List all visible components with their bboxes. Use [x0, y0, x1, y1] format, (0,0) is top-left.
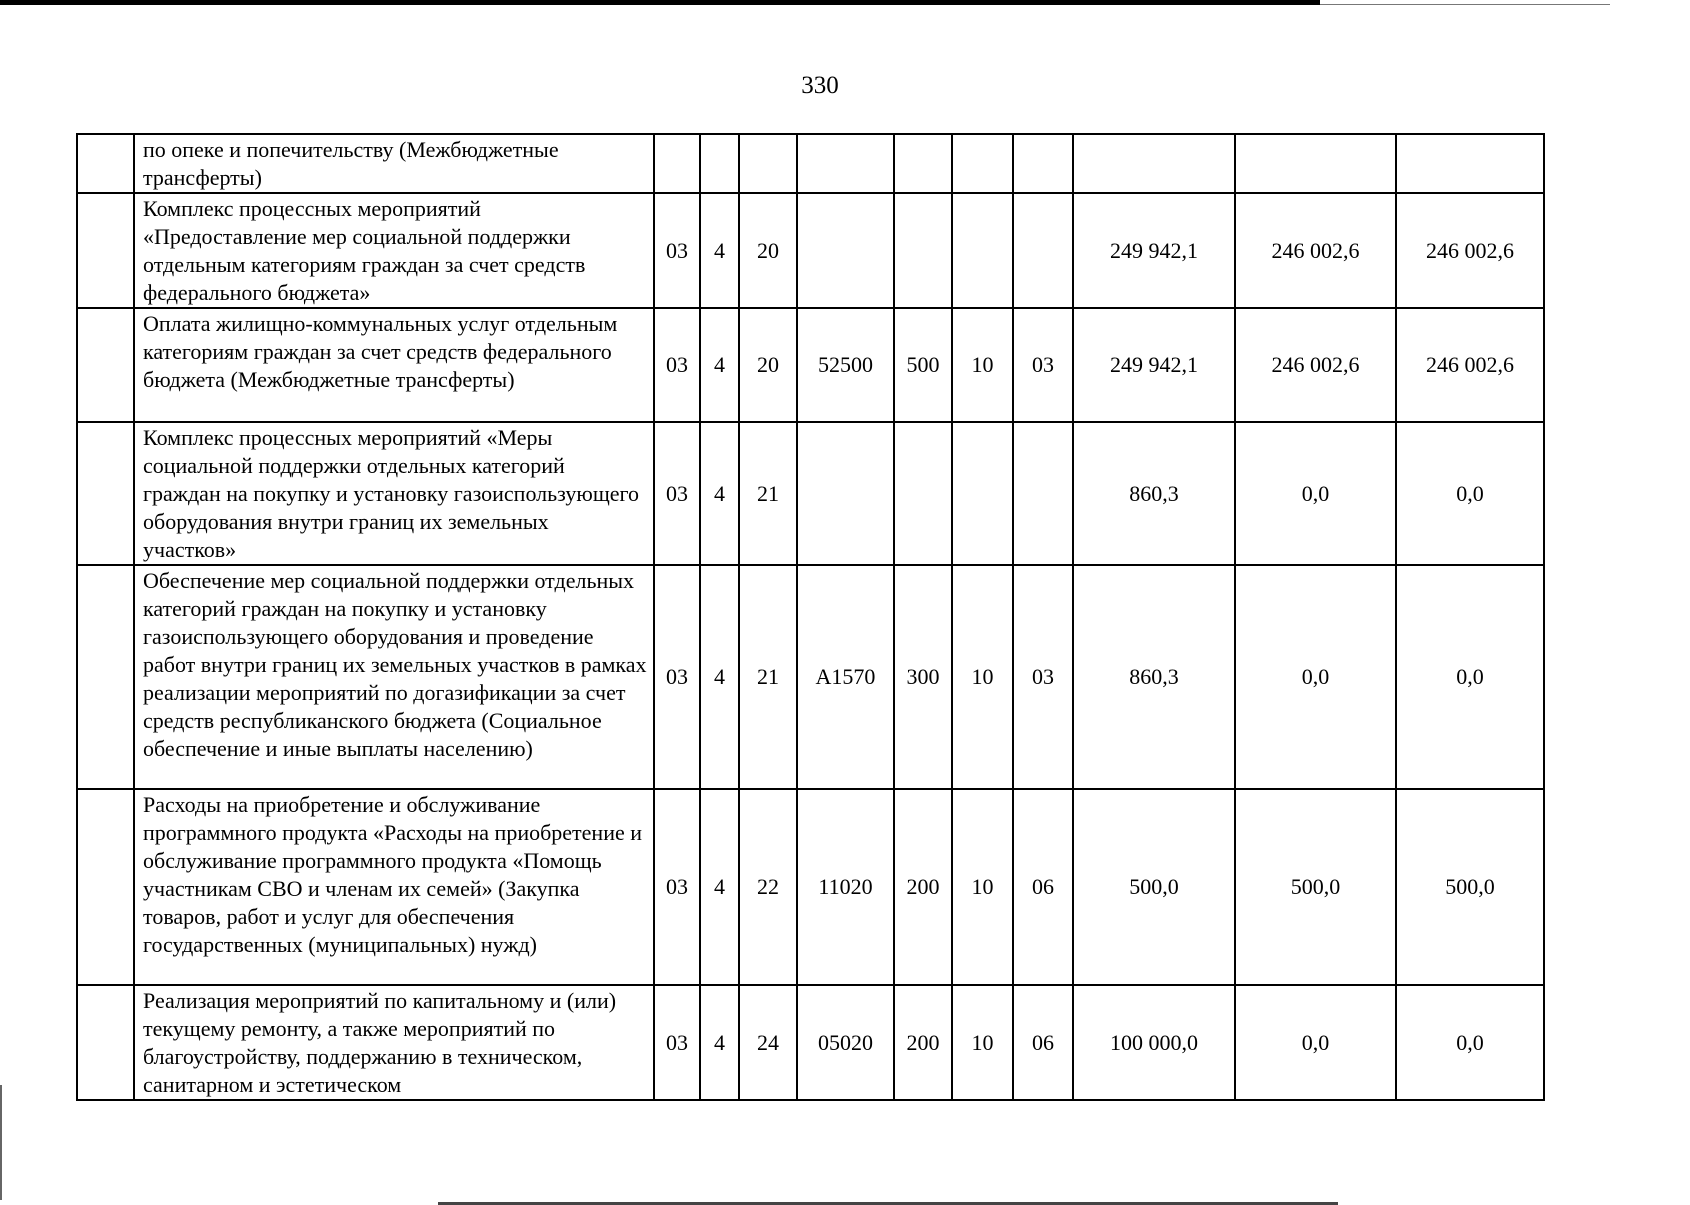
code-cell: 24	[739, 985, 797, 1100]
code-cell: 22	[739, 789, 797, 985]
code-cell: 03	[654, 565, 700, 789]
amount-cell: 500,0	[1073, 789, 1235, 985]
code-cell	[952, 193, 1013, 308]
code-cell: 4	[700, 422, 739, 565]
code-cell	[654, 134, 700, 193]
code-cell: 4	[700, 565, 739, 789]
amount-cell: 0,0	[1396, 422, 1544, 565]
code-cell: 20	[739, 193, 797, 308]
description-cell: Реализация мероприятий по капитальному и (или) текущему ремонту, а также мероприятий по благоустройству, поддержанию в техническом, санитарном и эстетическом	[134, 985, 654, 1100]
amount-cell: 249 942,1	[1073, 308, 1235, 422]
code-cell	[1013, 134, 1073, 193]
code-cell	[1013, 422, 1073, 565]
code-cell: 03	[1013, 308, 1073, 422]
amount-cell: 860,3	[1073, 422, 1235, 565]
amount-cell	[1396, 134, 1544, 193]
table-row	[77, 789, 1544, 985]
amount-cell	[1073, 134, 1235, 193]
amount-cell: 0,0	[1235, 565, 1396, 789]
code-cell: 4	[700, 308, 739, 422]
amount-cell: 249 942,1	[1073, 193, 1235, 308]
code-cell: 03	[654, 985, 700, 1100]
amount-cell: 246 002,6	[1235, 308, 1396, 422]
code-cell: 10	[952, 308, 1013, 422]
code-cell	[797, 422, 894, 565]
code-cell: 06	[1013, 985, 1073, 1100]
code-cell	[894, 422, 952, 565]
row-number-cell	[77, 193, 134, 308]
amount-cell: 500,0	[1396, 789, 1544, 985]
table-row	[77, 134, 1544, 193]
code-cell: 200	[894, 789, 952, 985]
amount-cell: 246 002,6	[1396, 308, 1544, 422]
code-cell: 10	[952, 789, 1013, 985]
code-cell: 21	[739, 565, 797, 789]
code-cell: 4	[700, 193, 739, 308]
amount-cell: 0,0	[1396, 565, 1544, 789]
code-cell	[797, 193, 894, 308]
description-cell: Оплата жилищно-коммунальных услуг отдельным категориям граждан за счет средств федерального бюджета (Межбюджетные трансферты)	[134, 308, 654, 422]
table-row	[77, 193, 1544, 308]
row-number-cell	[77, 308, 134, 422]
description-cell: по опеке и попечительству (Межбюджетные трансферты)	[134, 134, 654, 193]
amount-cell: 246 002,6	[1235, 193, 1396, 308]
row-number-cell	[77, 565, 134, 789]
code-cell: 03	[1013, 565, 1073, 789]
code-cell: 10	[952, 985, 1013, 1100]
amount-cell: 100 000,0	[1073, 985, 1235, 1100]
description-cell: Комплекс процессных мероприятий «Предоставление мер социальной поддержки отдельным категориям граждан за счет средств федерального бюджета»	[134, 193, 654, 308]
row-number-cell	[77, 134, 134, 193]
row-number-cell	[77, 985, 134, 1100]
row-number-cell	[77, 422, 134, 565]
code-cell: A1570	[797, 565, 894, 789]
scan-edge-left	[0, 1085, 2, 1200]
code-cell: 03	[654, 193, 700, 308]
amount-cell: 860,3	[1073, 565, 1235, 789]
amount-cell: 0,0	[1235, 422, 1396, 565]
code-cell	[894, 134, 952, 193]
code-cell	[1013, 193, 1073, 308]
table-row	[77, 985, 1544, 1100]
code-cell: 4	[700, 789, 739, 985]
budget-table	[76, 133, 1545, 1101]
code-cell: 05020	[797, 985, 894, 1100]
description-cell: Обеспечение мер социальной поддержки отдельных категорий граждан на покупку и установку газоиспользующего оборудования и проведение работ внутри границ их земельных участков в рамках реализации мероприятий по догазификации за счет средств республиканского бюджета (Социальное обеспечение и иные выплаты населению)	[134, 565, 654, 789]
code-cell: 06	[1013, 789, 1073, 985]
code-cell: 03	[654, 308, 700, 422]
code-cell: 4	[700, 985, 739, 1100]
code-cell	[739, 134, 797, 193]
description-cell: Расходы на приобретение и обслуживание программного продукта «Расходы на приобретение и обслуживание программного продукта «Помощь участникам СВО и членам их семей» (Закупка товаров, работ и услуг для обеспечения государственных (муниципальных) нужд)	[134, 789, 654, 985]
code-cell: 500	[894, 308, 952, 422]
code-cell: 52500	[797, 308, 894, 422]
code-cell: 200	[894, 985, 952, 1100]
code-cell	[952, 134, 1013, 193]
code-cell	[797, 134, 894, 193]
code-cell: 21	[739, 422, 797, 565]
scan-edge-top	[0, 0, 1320, 5]
code-cell: 03	[654, 789, 700, 985]
amount-cell: 246 002,6	[1396, 193, 1544, 308]
code-cell	[700, 134, 739, 193]
code-cell: 20	[739, 308, 797, 422]
code-cell: 10	[952, 565, 1013, 789]
code-cell	[894, 193, 952, 308]
row-number-cell	[77, 789, 134, 985]
page-number: 330	[801, 72, 839, 99]
amount-cell: 0,0	[1235, 985, 1396, 1100]
table-row	[77, 308, 1544, 422]
code-cell: 11020	[797, 789, 894, 985]
table-row	[77, 422, 1544, 565]
description-cell: Комплекс процессных мероприятий «Меры социальной поддержки отдельных категорий граждан на покупку и установку газоиспользующего оборудования внутри границ их земельных участков»	[134, 422, 654, 565]
amount-cell: 0,0	[1396, 985, 1544, 1100]
code-cell: 300	[894, 565, 952, 789]
table-row	[77, 565, 1544, 789]
scan-edge-top-thin	[1320, 4, 1610, 5]
amount-cell	[1235, 134, 1396, 193]
code-cell	[952, 422, 1013, 565]
code-cell: 03	[654, 422, 700, 565]
amount-cell: 500,0	[1235, 789, 1396, 985]
